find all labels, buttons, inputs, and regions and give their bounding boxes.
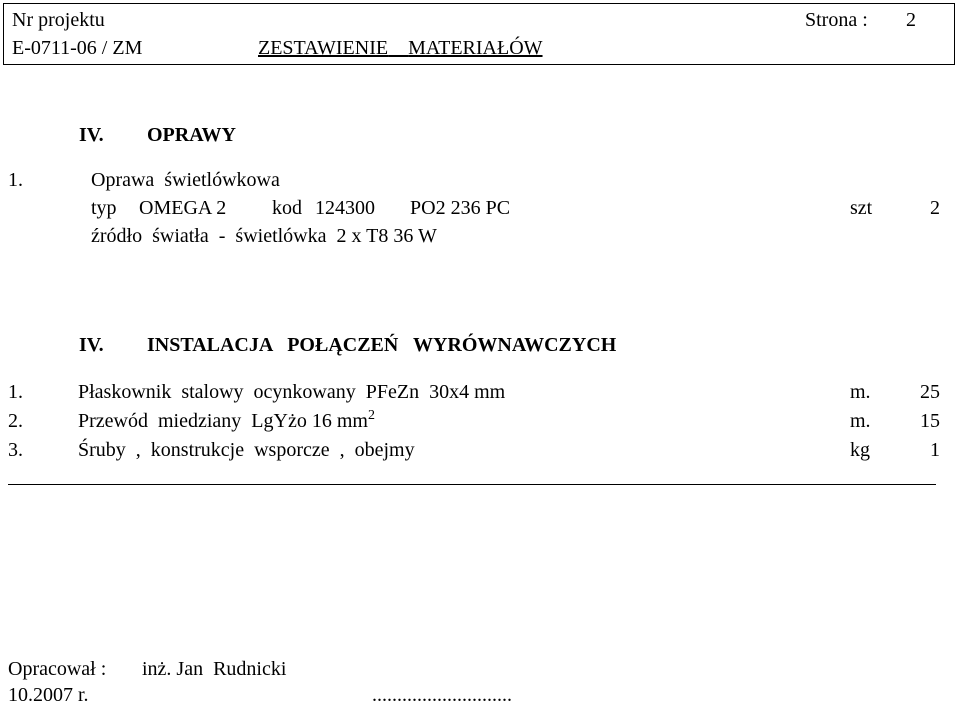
prepared-label: Opracował : [8,658,107,680]
row2-text [78,408,375,432]
page-number: 2 [906,9,916,31]
row1-unit: m. [850,381,871,403]
page-label: Strona : [805,9,868,31]
variant: PO2 236 PC [410,197,511,219]
row2-number: 2. [8,410,23,432]
item-name: Oprawa świetlówkowa [91,169,280,191]
title-part1: ZESTAWIENIE [258,37,389,59]
row1-text: Płaskownik stalowy ocynkowany PFeZn 30x4 mm [78,381,506,403]
title-part2: MATERIAŁÓW [408,37,543,59]
row1-qty: 25 [920,381,940,403]
section2-title: INSTALACJA POŁĄCZEŃ WYRÓWNAWCZYCH [147,334,617,356]
separator-line [8,484,936,485]
project-label: Nr projektu [12,9,105,31]
document-title [258,38,543,58]
section2-roman: IV. [79,334,104,356]
row3-qty: 1 [930,439,940,461]
row2-qty: 15 [920,410,940,432]
kod-label: kod [272,197,302,219]
row2-unit: m. [850,410,871,432]
row3-text: Śruby , konstrukcje wsporcze , obejmy [78,439,415,461]
row3-number: 3. [8,439,23,461]
signature-dots: ............................ [372,684,512,706]
section1-title: OPRAWY [147,124,236,146]
section1-roman: IV. [79,124,104,146]
source-line: źródło światła - świetlówka 2 x T8 36 W [91,225,437,247]
row3-unit: kg [850,439,870,461]
row1-number: 1. [8,381,23,403]
typ-label: typ [91,197,117,219]
code: 124300 [315,197,375,219]
row2-superscript: 2 [367,408,375,423]
date: 10.2007 r. [8,684,89,706]
model: OMEGA 2 [139,197,227,219]
row2-main-text: Przewód miedziany LgYżo 16 mm [78,410,368,432]
item-number: 1. [8,169,23,191]
quantity: 2 [930,197,940,219]
unit: szt [850,197,873,219]
author-name: inż. Jan Rudnicki [142,658,287,680]
project-number: E-0711-06 / ZM [12,37,143,59]
